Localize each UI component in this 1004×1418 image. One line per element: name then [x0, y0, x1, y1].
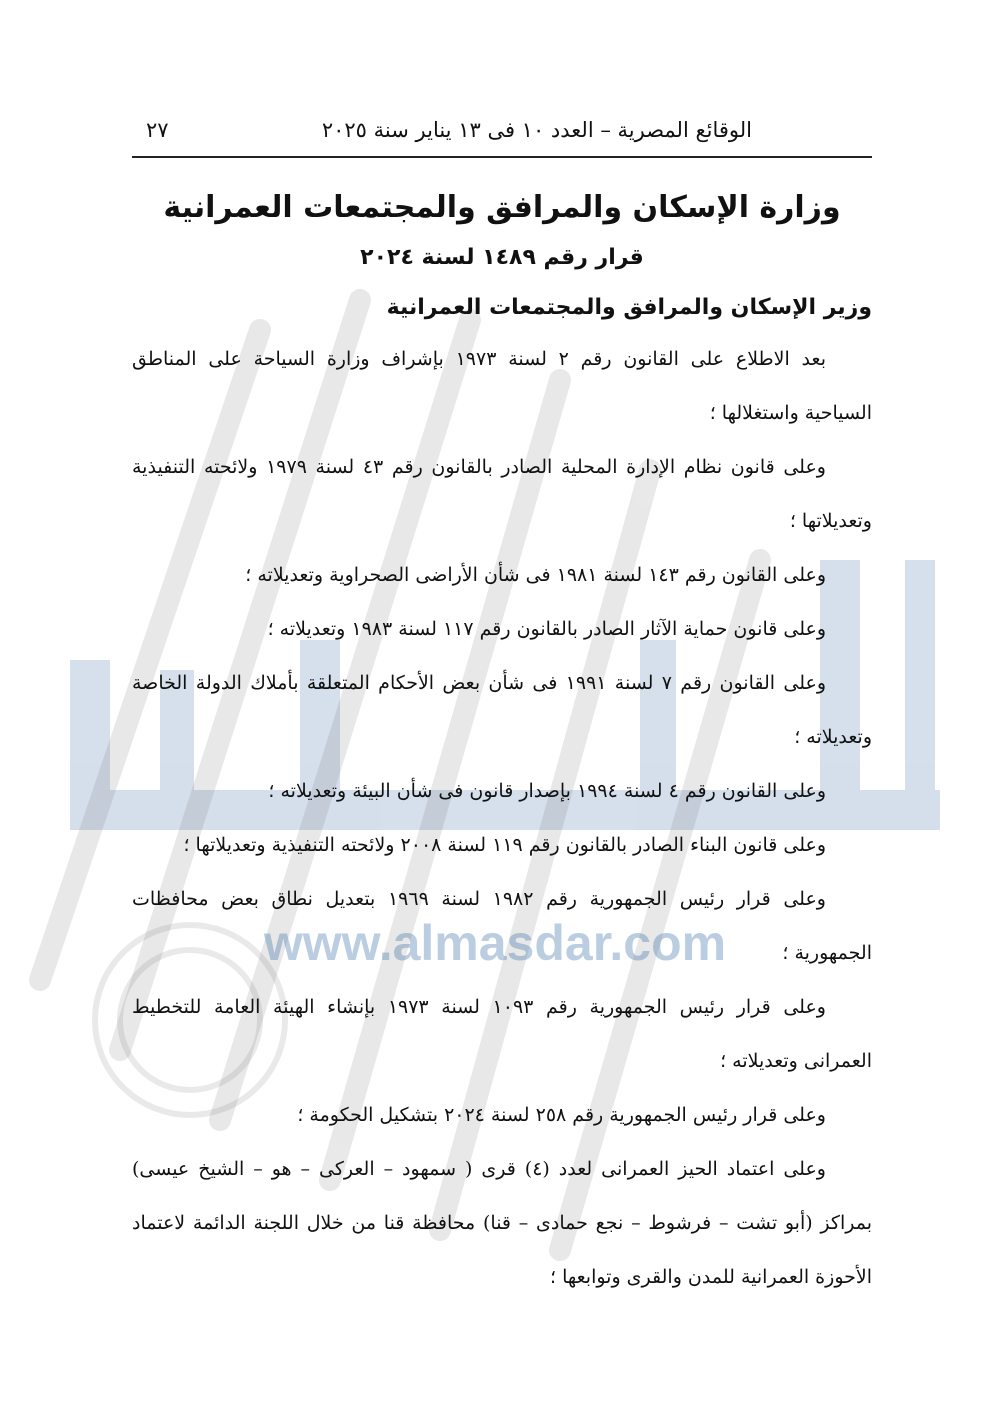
decree-number: قرار رقم ١٤٨٩ لسنة ٢٠٢٤: [360, 245, 644, 270]
watermark-bar: [905, 560, 935, 830]
watermark-bar: [70, 660, 110, 830]
paragraph: وعلى القانون رقم ٤ لسنة ١٩٩٤ بإصدار قانون فى شأن البيئة وتعديلاته ؛: [268, 780, 826, 802]
watermark-url: www.almasdar.com: [263, 915, 727, 971]
paragraph: وعلى قرار رئيس الجمهورية رقم ١٠٩٣ لسنة ١٩٧٣ بإنشاء الهيئة العامة للتخطيط العمرانى وتعديلاته ؛: [132, 996, 872, 1072]
paragraph: وعلى قانون نظام الإدارة المحلية الصادر بالقانون رقم ٤٣ لسنة ١٩٧٩ ولائحته التنفيذية وتعديلاتها ؛: [132, 456, 872, 532]
ministry-title: وزارة الإسكان والمرافق والمجتمعات العمرانية: [163, 190, 841, 225]
paragraph: وعلى قرار رئيس الجمهورية رقم ١٩٨٢ لسنة ١٩٦٩ بتعديل نطاق بعض محافظات الجمهورية ؛: [132, 888, 872, 964]
paragraph: بعد الاطلاع على القانون رقم ٢ لسنة ١٩٧٣ بإشراف وزارة السياحة على المناطق السياحية واستغلالها ؛: [132, 348, 872, 424]
page-header: [132, 112, 872, 158]
paragraph: وعلى قانون البناء الصادر بالقانون رقم ١١٩ لسنة ٢٠٠٨ ولائحته التنفيذية وتعديلاتها ؛: [183, 834, 826, 856]
minister-title: وزير الإسكان والمرافق والمجتمعات العمرانية: [386, 295, 872, 320]
running-title: الوقائع المصرية – العدد ١٠ فى ١٣ يناير سنة ٢٠٢٥: [321, 118, 752, 142]
page-number: ٢٧: [146, 118, 169, 142]
paragraph: وعلى القانون رقم ٧ لسنة ١٩٩١ فى شأن بعض الأحكام المتعلقة بأملاك الدولة الخاصة وتعديلاته ؛: [132, 672, 872, 748]
paragraph: وعلى القانون رقم ١٤٣ لسنة ١٩٨١ فى شأن الأراضى الصحراوية وتعديلاته ؛: [245, 564, 826, 586]
paragraph: وعلى اعتماد الحيز العمرانى لعدد (٤) قرى ( سمهود – العركى – هو – الشيخ عيسى) بمراكز (أبو تشت – فرشوط – نجع حمادى – قنا) محافظة قنا من خلال اللجنة الدائمة لاعتماد الأحوزة العمرانية للمدن والقرى وتوابعها ؛: [132, 1158, 872, 1288]
paragraph: وعلى قانون حماية الآثار الصادر بالقانون رقم ١١٧ لسنة ١٩٨٣ وتعديلاته ؛: [267, 618, 826, 640]
paragraph: وعلى قرار رئيس الجمهورية رقم ٢٥٨ لسنة ٢٠٢٤ بتشكيل الحكومة ؛: [297, 1104, 826, 1126]
document-body: [132, 178, 872, 1304]
